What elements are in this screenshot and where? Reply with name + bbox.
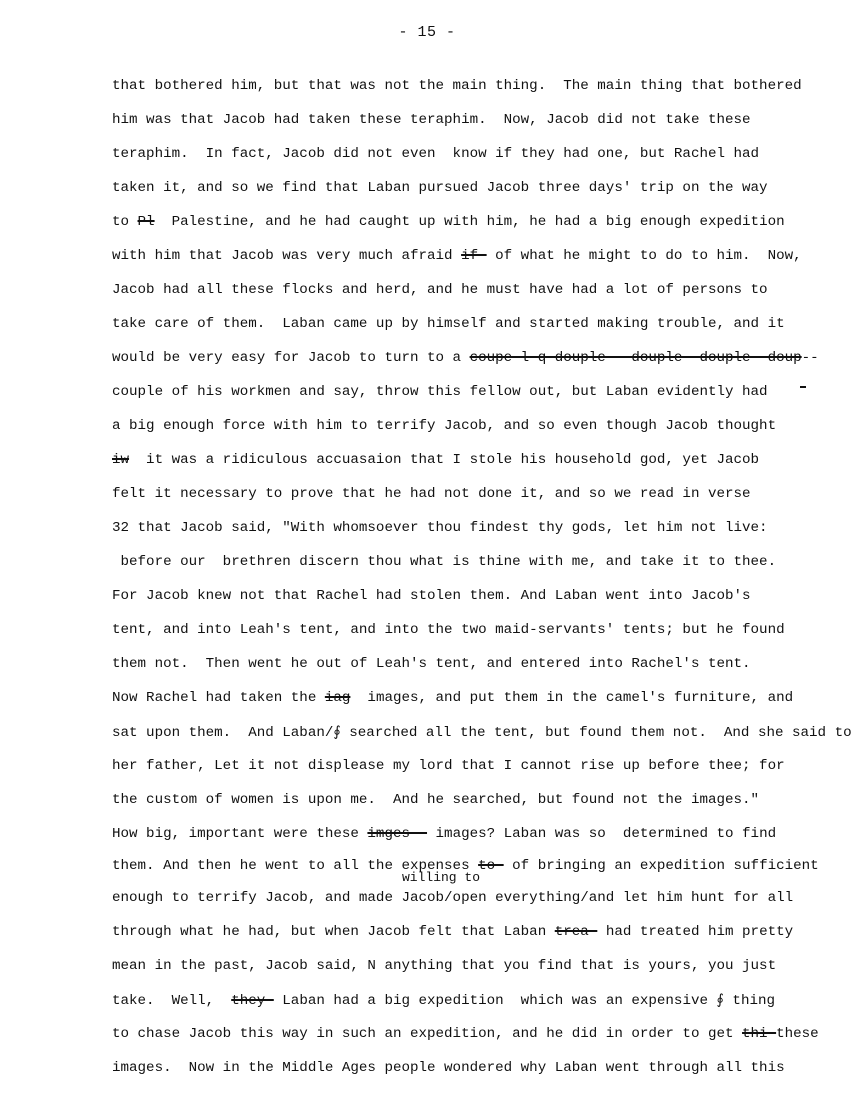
text-segment: images. Now in the Middle Ages people wondered why Laban went through all this	[112, 1060, 785, 1076]
overstruck-mark: ∮	[716, 993, 724, 1009]
text-segment: sat upon them. And Laban	[112, 725, 325, 741]
text-segment: it was a ridiculous accuasaion that I stole his household god, yet Jacob	[129, 452, 760, 468]
text-line	[112, 282, 768, 298]
text-line	[112, 350, 819, 366]
text-line	[112, 1060, 785, 1076]
text-segment: them. And then he went to all the expenses	[112, 858, 479, 874]
text-line	[112, 890, 793, 906]
text-line	[112, 724, 852, 741]
text-segment: before our brethren discern thou what is thine with me, and take it to thee.	[112, 554, 777, 570]
text-segment: of bringing an expedition sufficient	[503, 858, 819, 874]
text-line	[112, 1026, 819, 1042]
text-line	[112, 452, 759, 468]
text-segment: and let him hunt for all	[588, 890, 794, 906]
page-number: - 15 -	[398, 24, 456, 41]
text-line	[112, 554, 776, 570]
text-segment: searched all the tent, but found them not. And she said to	[340, 725, 852, 741]
struck-text: coupe-l-q-douple---douple--douple--doup	[469, 350, 802, 366]
text-segment: them not. Then went he out of Leah's tent, and entered into Rachel's tent.	[112, 656, 751, 672]
text-line	[112, 112, 751, 128]
text-segment: of what he might to do to him. Now,	[486, 248, 802, 264]
text-segment: through what he had, but when Jacob felt that Laban	[112, 924, 555, 940]
overstruck-mark: /∮	[324, 725, 341, 741]
struck-text: iw	[112, 452, 130, 468]
text-segment: couple of his workmen and say, throw this fellow out, but Laban evidently had	[112, 384, 768, 400]
interlinear-insertion: willing to	[402, 870, 481, 885]
margin-dash	[800, 386, 806, 388]
text-segment: to	[112, 214, 138, 230]
struck-text: iag	[324, 690, 351, 706]
struck-text: they-	[231, 993, 274, 1009]
text-segment: had treated him pretty	[597, 924, 794, 940]
text-line	[112, 792, 759, 808]
text-segment: Jacob had all these flocks and herd, and he must have had a lot of persons to	[112, 282, 768, 298]
text-segment: images? Laban was so determined to find	[427, 826, 777, 842]
text-segment: images, and put them in the camel's furniture, and	[350, 690, 794, 706]
text-segment: Palestine, and he had caught up with him, he had a big enough expedition	[154, 214, 785, 230]
text-line	[112, 924, 793, 940]
text-line	[112, 78, 802, 94]
text-segment: to chase Jacob this way in such an expedition, and he did in order to get	[112, 1026, 743, 1042]
overstruck-mark: N	[367, 958, 376, 974]
text-segment: that bothered him, but that was not the main thing. The main thing that bothered	[112, 78, 802, 94]
text-line	[112, 656, 751, 672]
text-segment: How big, important were these	[112, 826, 368, 842]
text-segment: take care of them. Laban came up by himself and started making trouble, and it	[112, 316, 785, 332]
text-line	[112, 384, 768, 400]
overstruck-mark: /	[580, 890, 589, 906]
text-line	[112, 958, 776, 974]
text-segment: felt it necessary to prove that he had not done it, and so we read in verse	[112, 486, 751, 502]
text-segment: mean in the past, Jacob said,	[112, 958, 368, 974]
text-segment: Now Rachel had taken the	[112, 690, 325, 706]
text-line	[112, 588, 751, 604]
text-line	[112, 758, 785, 774]
text-segment: take. Well,	[112, 993, 232, 1009]
text-segment: her father, Let it not displease my lord that I cannot rise up before thee; for	[112, 758, 785, 774]
text-line	[112, 486, 751, 502]
text-line	[112, 146, 759, 162]
text-segment: him was that Jacob had taken these teraphim. Now, Jacob did not take these	[112, 112, 751, 128]
text-line	[112, 214, 785, 230]
text-segment: tent, and into Leah's tent, and into the two maid-servants' tents; but he found	[112, 622, 785, 638]
struck-text: if-	[461, 248, 487, 264]
text-segment: would be very easy for Jacob to turn to a	[112, 350, 470, 366]
text-line	[112, 826, 776, 842]
text-segment: these	[776, 1026, 819, 1042]
text-segment: a big enough force with him to terrify Jacob, and so even though Jacob thought	[112, 418, 777, 434]
text-line	[112, 418, 776, 434]
struck-text: trea-	[554, 924, 598, 940]
text-segment: thing	[723, 993, 776, 1009]
text-line	[112, 992, 775, 1009]
struck-text: to-	[478, 858, 504, 874]
text-segment: with him that Jacob was very much afraid	[112, 248, 462, 264]
text-segment: For Jacob knew not that Rachel had stolen them. And Laban went into Jacob's	[112, 588, 751, 604]
text-segment: 32 that Jacob said, "With whomsoever thou findest thy gods, let him not live:	[112, 520, 768, 536]
text-segment: teraphim. In fact, Jacob did not even know if they had one, but Rachel had	[112, 146, 760, 162]
text-segment: enough to terrify Jacob, and made Jacob/open everything	[112, 890, 581, 906]
struck-text: thi-	[742, 1026, 777, 1042]
text-line	[112, 622, 785, 638]
text-segment: --	[801, 350, 819, 366]
text-segment: the custom of women is upon me. And he searched, but found not the images."	[112, 792, 760, 808]
text-line	[112, 316, 785, 332]
text-segment: Laban had a big expedition which was an expensive	[273, 993, 717, 1009]
struck-text: imges--	[367, 826, 428, 842]
text-segment: taken it, and so we find that Laban pursued Jacob three days' trip on the way	[112, 180, 768, 196]
text-line	[112, 690, 793, 706]
text-line	[112, 248, 802, 264]
struck-text: Pl	[137, 214, 155, 230]
text-line	[112, 180, 768, 196]
text-line	[112, 520, 768, 536]
text-segment: anything that you find that is yours, you just	[375, 958, 777, 974]
